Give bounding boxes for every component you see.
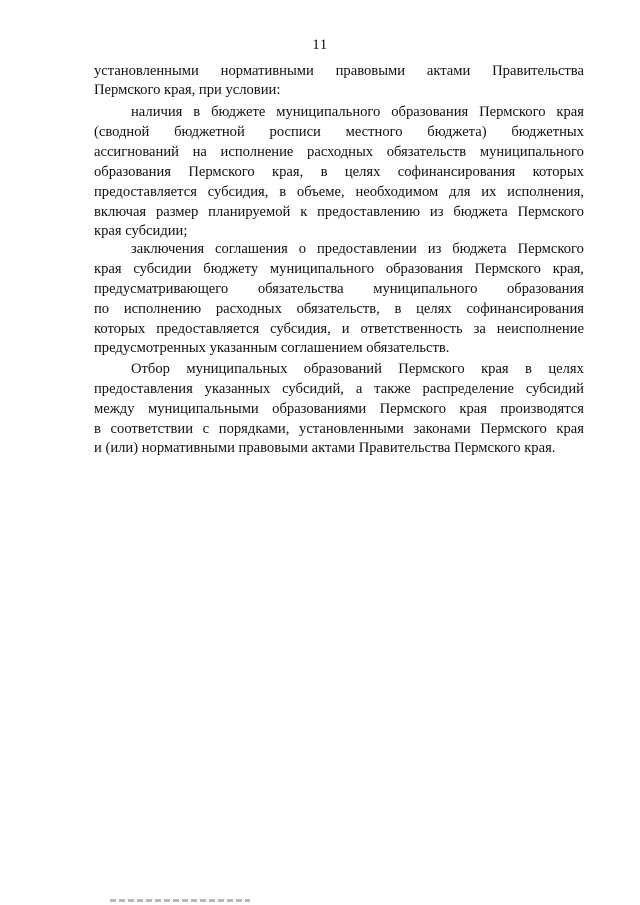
word: в <box>279 184 287 200</box>
word: образования <box>94 164 171 180</box>
word: производятся <box>500 401 584 417</box>
text-line <box>131 103 584 122</box>
word: края <box>556 104 584 120</box>
word: софинансирования <box>466 301 584 317</box>
word: муниципального <box>269 261 375 277</box>
word: планируемой <box>208 204 291 220</box>
word: их <box>481 184 497 200</box>
word: края <box>459 401 487 417</box>
word: нормативными <box>220 63 314 79</box>
word: по <box>94 301 110 317</box>
word: между <box>94 401 135 417</box>
word: росписи <box>269 124 321 140</box>
word: для <box>449 184 471 200</box>
word: и <box>341 321 350 337</box>
word: бюджете <box>211 104 266 120</box>
word: расходных <box>307 144 374 160</box>
word: Пермского <box>480 421 547 437</box>
word: установленными <box>299 421 404 437</box>
text-line: и (или) нормативными правовыми актами Правительства Пермского края. <box>94 440 556 456</box>
word: распределение <box>422 381 514 397</box>
word: бюджета <box>452 241 507 257</box>
word: которых <box>94 321 146 337</box>
word: соглашения <box>215 241 288 257</box>
word: края <box>556 421 584 437</box>
word: субсидия, <box>270 321 331 337</box>
word: муниципального <box>276 104 381 120</box>
word: бюджетных <box>511 124 584 140</box>
text-line <box>94 260 584 279</box>
word: с <box>202 421 210 437</box>
word: в <box>394 301 402 317</box>
word: включая <box>94 204 147 220</box>
word: законами <box>413 421 471 437</box>
text-line <box>94 123 584 142</box>
word: Отбор <box>131 361 170 377</box>
word: Пермского <box>398 361 465 377</box>
word: целях <box>548 361 584 377</box>
text-line <box>94 420 584 439</box>
word: местного <box>345 124 403 140</box>
word: обязательств, <box>296 301 380 317</box>
word: софинансирования <box>397 164 516 180</box>
word: целях <box>344 164 381 180</box>
word: бюджета <box>453 204 508 220</box>
word: бюджету <box>203 261 259 277</box>
word: края <box>94 261 122 277</box>
word: на <box>192 144 207 160</box>
word: образований <box>303 361 382 377</box>
word: муниципальными <box>147 401 259 417</box>
text-line <box>94 183 584 202</box>
word: бюджетной <box>174 124 245 140</box>
word: Пермского <box>188 164 255 180</box>
text-line: края субсидии; <box>94 223 188 239</box>
word: Пермского <box>379 401 446 417</box>
text-line <box>131 240 584 259</box>
page-number: 11 <box>312 37 328 53</box>
word: также <box>374 381 411 397</box>
word: размер <box>155 204 199 220</box>
word: о <box>298 241 307 257</box>
word: предусматривающего <box>94 281 229 297</box>
word: исполнению <box>123 301 202 317</box>
word: края <box>481 361 509 377</box>
word: обязательств <box>386 144 467 160</box>
word: образования <box>391 104 469 120</box>
text-line <box>94 300 584 319</box>
text-line <box>94 163 584 182</box>
word: (сводной <box>94 124 150 140</box>
text-line <box>94 143 584 162</box>
word: из <box>427 241 442 257</box>
word: соответствии <box>110 421 194 437</box>
word: муниципального <box>373 281 478 297</box>
word: субсидий, <box>282 381 344 397</box>
word: из <box>429 204 444 220</box>
word: края, <box>272 164 304 180</box>
word: установленными <box>94 63 199 79</box>
word: Пермского <box>474 261 541 277</box>
word: образованиями <box>272 401 367 417</box>
word: в <box>193 104 201 120</box>
word: к <box>300 204 308 220</box>
word: субсидий <box>525 381 584 397</box>
word: наличия <box>131 104 183 120</box>
text-line <box>94 203 584 222</box>
text-line <box>131 360 584 379</box>
word: ответственность <box>360 321 463 337</box>
word: порядками, <box>218 421 290 437</box>
word: целях <box>416 301 452 317</box>
word: Пермского <box>517 241 584 257</box>
word: субсидии <box>133 261 192 277</box>
word: образования <box>507 281 584 297</box>
word: предоставлении <box>316 241 417 257</box>
word: предоставлению <box>317 204 421 220</box>
word: актами <box>426 63 471 79</box>
word: в <box>320 164 328 180</box>
word: Правительства <box>492 63 584 79</box>
word: Пермского <box>479 104 546 120</box>
word: края, <box>552 261 584 277</box>
text-line <box>94 320 584 339</box>
word: указанных <box>204 381 271 397</box>
text-line <box>94 62 584 81</box>
text-line: Пермского края, при условии: <box>94 82 281 98</box>
word: а <box>355 381 363 397</box>
text-line <box>94 380 584 399</box>
word: объеме, <box>296 184 345 200</box>
word: необходимом <box>355 184 439 200</box>
word: образования <box>385 261 463 277</box>
text-line: предусмотренных указанным соглашением обязательств. <box>94 340 450 356</box>
scan-artifact <box>110 899 250 902</box>
word: правовыми <box>335 63 406 79</box>
word: неисполнение <box>496 321 584 337</box>
text-line <box>94 400 584 419</box>
word: предоставляется <box>94 184 197 200</box>
word: ассигнований <box>94 144 179 160</box>
word: расходных <box>215 301 282 317</box>
word: в <box>525 361 532 377</box>
word: исполнения, <box>507 184 584 200</box>
word: муниципального <box>479 144 584 160</box>
word: субсидия, <box>207 184 269 200</box>
word: обязательства <box>257 281 344 297</box>
word: бюджета) <box>427 124 487 140</box>
word: исполнение <box>220 144 294 160</box>
word: заключения <box>131 241 205 257</box>
word: Пермского <box>517 204 584 220</box>
text-line <box>94 280 584 299</box>
word: предоставления <box>94 381 193 397</box>
word: муниципальных <box>186 361 288 377</box>
word: предоставляется <box>156 321 260 337</box>
word: в <box>94 421 101 437</box>
word: за <box>473 321 486 337</box>
word: которых <box>532 164 584 180</box>
